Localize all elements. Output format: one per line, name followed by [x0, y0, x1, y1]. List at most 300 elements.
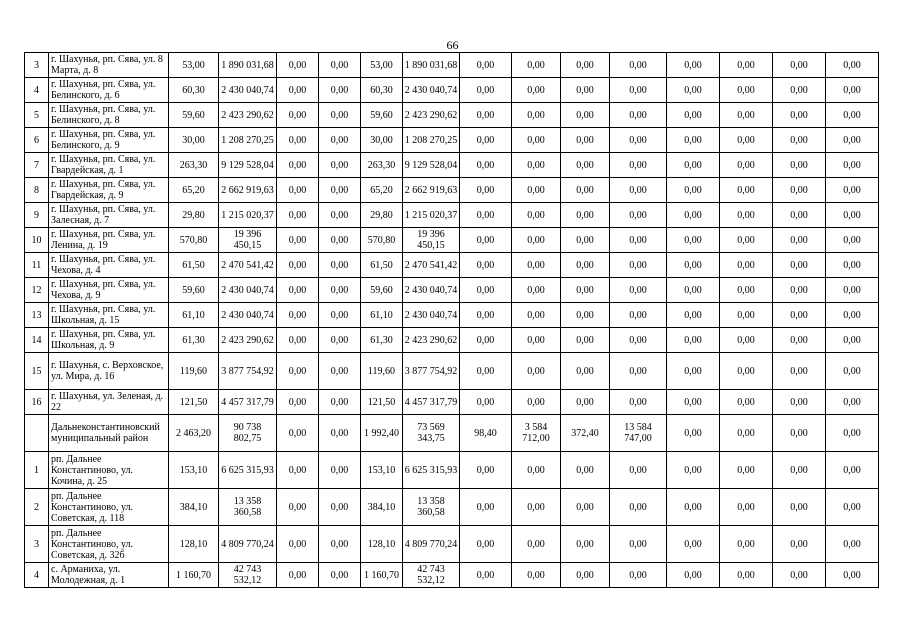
row-number: 16: [25, 390, 49, 415]
value-cell: 2 430 040,74: [403, 78, 460, 103]
value-cell: 1 208 270,25: [219, 128, 277, 153]
address-cell: г. Шахунья, рп. Сява, ул. Ленина, д. 19: [49, 228, 169, 253]
value-cell: 263,30: [169, 153, 219, 178]
value-cell: 0,00: [512, 253, 561, 278]
table-row: [25, 78, 879, 103]
value-cell: 0,00: [720, 103, 773, 128]
value-cell: 0,00: [277, 353, 319, 390]
row-number: 14: [25, 328, 49, 353]
value-cell: 60,30: [361, 78, 403, 103]
value-cell: 121,50: [169, 390, 219, 415]
value-cell: 61,30: [361, 328, 403, 353]
value-cell: 0,00: [773, 103, 826, 128]
value-cell: 29,80: [169, 203, 219, 228]
row-number: 8: [25, 178, 49, 203]
value-cell: 98,40: [460, 415, 512, 452]
value-cell: 0,00: [667, 128, 720, 153]
value-cell: 0,00: [512, 489, 561, 526]
value-cell: 0,00: [460, 103, 512, 128]
value-cell: 0,00: [277, 489, 319, 526]
value-cell: 153,10: [361, 452, 403, 489]
value-cell: 0,00: [826, 489, 879, 526]
value-cell: 0,00: [512, 228, 561, 253]
value-cell: 1 215 020,37: [219, 203, 277, 228]
value-cell: 0,00: [319, 278, 361, 303]
table-row: [25, 103, 879, 128]
value-cell: 42 743 532,12: [403, 563, 460, 588]
address-cell: с. Арманиха, ул. Молодежная, д. 1: [49, 563, 169, 588]
value-cell: 2 430 040,74: [403, 303, 460, 328]
value-cell: 61,30: [169, 328, 219, 353]
value-cell: 119,60: [169, 353, 219, 390]
value-cell: 0,00: [460, 178, 512, 203]
value-cell: 384,10: [361, 489, 403, 526]
table-row: [25, 203, 879, 228]
value-cell: 3 877 754,92: [219, 353, 277, 390]
address-cell: г. Шахунья, рп. Сява, ул. Чехова, д. 9: [49, 278, 169, 303]
value-cell: 61,10: [169, 303, 219, 328]
table-row: [25, 353, 879, 390]
value-cell: 0,00: [319, 390, 361, 415]
value-cell: 30,00: [361, 128, 403, 153]
value-cell: 2 463,20: [169, 415, 219, 452]
value-cell: 0,00: [826, 228, 879, 253]
table-row: [25, 328, 879, 353]
value-cell: 0,00: [773, 228, 826, 253]
table-row: [25, 53, 879, 78]
value-cell: 73 569 343,75: [403, 415, 460, 452]
value-cell: 0,00: [720, 328, 773, 353]
value-cell: 0,00: [561, 526, 610, 563]
value-cell: 0,00: [667, 563, 720, 588]
value-cell: 6 625 315,93: [219, 452, 277, 489]
value-cell: 0,00: [512, 78, 561, 103]
value-cell: 13 584 747,00: [610, 415, 667, 452]
value-cell: 2 430 040,74: [219, 78, 277, 103]
table-row: [25, 128, 879, 153]
value-cell: 53,00: [169, 53, 219, 78]
value-cell: 61,10: [361, 303, 403, 328]
value-cell: 13 358 360,58: [219, 489, 277, 526]
value-cell: 0,00: [667, 489, 720, 526]
table-row: [25, 452, 879, 489]
address-cell: г. Шахунья, рп. Сява, ул. Белинского, д. 9: [49, 128, 169, 153]
value-cell: 0,00: [561, 178, 610, 203]
table-body: [25, 53, 879, 588]
value-cell: 0,00: [720, 228, 773, 253]
value-cell: 0,00: [720, 415, 773, 452]
value-cell: 90 738 802,75: [219, 415, 277, 452]
value-cell: 263,30: [361, 153, 403, 178]
row-number: 3: [25, 53, 49, 78]
address-cell: г. Шахунья, рп. Сява, ул. 8 Марта, д. 8: [49, 53, 169, 78]
value-cell: 0,00: [826, 415, 879, 452]
value-cell: 0,00: [512, 103, 561, 128]
value-cell: 0,00: [512, 526, 561, 563]
value-cell: 0,00: [277, 563, 319, 588]
value-cell: 0,00: [610, 203, 667, 228]
value-cell: 0,00: [561, 328, 610, 353]
value-cell: 0,00: [277, 153, 319, 178]
value-cell: 0,00: [561, 203, 610, 228]
value-cell: 0,00: [667, 390, 720, 415]
address-cell: Дальнеконстантиновский муниципальный район: [49, 415, 169, 452]
value-cell: 0,00: [720, 390, 773, 415]
table-row: [25, 303, 879, 328]
value-cell: 0,00: [720, 303, 773, 328]
value-cell: 61,50: [169, 253, 219, 278]
value-cell: 59,60: [361, 103, 403, 128]
row-number: 3: [25, 526, 49, 563]
address-cell: рп. Дальнее Константиново, ул. Советская, д. 32б: [49, 526, 169, 563]
value-cell: 0,00: [826, 452, 879, 489]
value-cell: 0,00: [561, 228, 610, 253]
value-cell: 0,00: [773, 489, 826, 526]
table-row: [25, 178, 879, 203]
value-cell: 0,00: [319, 526, 361, 563]
value-cell: 0,00: [512, 178, 561, 203]
value-cell: 0,00: [512, 563, 561, 588]
value-cell: 0,00: [720, 278, 773, 303]
value-cell: 19 396 450,15: [403, 228, 460, 253]
value-cell: 0,00: [610, 78, 667, 103]
value-cell: 1 992,40: [361, 415, 403, 452]
value-cell: 59,60: [169, 278, 219, 303]
value-cell: 570,80: [169, 228, 219, 253]
value-cell: 2 423 290,62: [403, 328, 460, 353]
value-cell: 0,00: [319, 153, 361, 178]
value-cell: 0,00: [277, 253, 319, 278]
value-cell: 0,00: [773, 563, 826, 588]
value-cell: 3 877 754,92: [403, 353, 460, 390]
value-cell: 4 457 317,79: [403, 390, 460, 415]
value-cell: 0,00: [460, 153, 512, 178]
value-cell: 0,00: [826, 153, 879, 178]
value-cell: 0,00: [319, 178, 361, 203]
value-cell: 0,00: [277, 203, 319, 228]
value-cell: 0,00: [720, 563, 773, 588]
value-cell: 0,00: [667, 526, 720, 563]
value-cell: 0,00: [610, 178, 667, 203]
value-cell: 0,00: [561, 78, 610, 103]
value-cell: 0,00: [319, 78, 361, 103]
value-cell: 0,00: [773, 53, 826, 78]
row-number: 4: [25, 563, 49, 588]
value-cell: 0,00: [460, 128, 512, 153]
value-cell: 0,00: [667, 452, 720, 489]
value-cell: 4 457 317,79: [219, 390, 277, 415]
value-cell: 0,00: [826, 278, 879, 303]
value-cell: 0,00: [826, 353, 879, 390]
value-cell: 0,00: [667, 203, 720, 228]
value-cell: 0,00: [460, 303, 512, 328]
value-cell: 0,00: [319, 128, 361, 153]
value-cell: 59,60: [169, 103, 219, 128]
value-cell: 0,00: [277, 415, 319, 452]
value-cell: 0,00: [720, 53, 773, 78]
table-row: [25, 563, 879, 588]
value-cell: 0,00: [826, 103, 879, 128]
value-cell: 1 215 020,37: [403, 203, 460, 228]
value-cell: 0,00: [319, 253, 361, 278]
value-cell: 0,00: [773, 390, 826, 415]
value-cell: 0,00: [667, 228, 720, 253]
value-cell: 0,00: [667, 353, 720, 390]
value-cell: 384,10: [169, 489, 219, 526]
table-row: [25, 253, 879, 278]
value-cell: 0,00: [610, 103, 667, 128]
row-number: [25, 415, 49, 452]
value-cell: 9 129 528,04: [219, 153, 277, 178]
value-cell: 0,00: [610, 489, 667, 526]
value-cell: 0,00: [667, 328, 720, 353]
address-cell: г. Шахунья, с. Верховское, ул. Мира, д. 16: [49, 353, 169, 390]
value-cell: 0,00: [319, 303, 361, 328]
value-cell: 0,00: [460, 328, 512, 353]
value-cell: 0,00: [610, 128, 667, 153]
table-row: [25, 489, 879, 526]
value-cell: 3 584 712,00: [512, 415, 561, 452]
value-cell: 372,40: [561, 415, 610, 452]
address-cell: г. Шахунья, рп. Сява, ул. Белинского, д. 8: [49, 103, 169, 128]
value-cell: 6 625 315,93: [403, 452, 460, 489]
value-cell: 13 358 360,58: [403, 489, 460, 526]
row-number: 1: [25, 452, 49, 489]
value-cell: 2 423 290,62: [219, 103, 277, 128]
row-number: 12: [25, 278, 49, 303]
value-cell: 0,00: [512, 278, 561, 303]
value-cell: 0,00: [277, 178, 319, 203]
value-cell: 0,00: [561, 390, 610, 415]
value-cell: 0,00: [610, 53, 667, 78]
row-number: 7: [25, 153, 49, 178]
value-cell: 0,00: [773, 178, 826, 203]
address-cell: г. Шахунья, рп. Сява, ул. Школьная, д. 15: [49, 303, 169, 328]
value-cell: 153,10: [169, 452, 219, 489]
value-cell: 0,00: [277, 452, 319, 489]
value-cell: 0,00: [319, 328, 361, 353]
value-cell: 0,00: [561, 452, 610, 489]
value-cell: 0,00: [773, 328, 826, 353]
value-cell: 128,10: [169, 526, 219, 563]
value-cell: 1 890 031,68: [403, 53, 460, 78]
value-cell: 61,50: [361, 253, 403, 278]
value-cell: 0,00: [460, 452, 512, 489]
value-cell: 0,00: [826, 53, 879, 78]
value-cell: 0,00: [667, 253, 720, 278]
value-cell: 0,00: [277, 278, 319, 303]
row-number: 4: [25, 78, 49, 103]
value-cell: 0,00: [826, 78, 879, 103]
value-cell: 0,00: [610, 353, 667, 390]
value-cell: 1 160,70: [361, 563, 403, 588]
address-cell: г. Шахунья, рп. Сява, ул. Гвардейская, д. 1: [49, 153, 169, 178]
value-cell: 2 662 919,63: [403, 178, 460, 203]
value-cell: 0,00: [826, 178, 879, 203]
value-cell: 29,80: [361, 203, 403, 228]
value-cell: 0,00: [610, 563, 667, 588]
value-cell: 53,00: [361, 53, 403, 78]
value-cell: 119,60: [361, 353, 403, 390]
value-cell: 0,00: [277, 103, 319, 128]
row-number: 9: [25, 203, 49, 228]
value-cell: 0,00: [826, 390, 879, 415]
value-cell: 0,00: [319, 489, 361, 526]
value-cell: 0,00: [460, 390, 512, 415]
value-cell: 0,00: [561, 353, 610, 390]
value-cell: 0,00: [512, 328, 561, 353]
value-cell: 0,00: [773, 353, 826, 390]
value-cell: 4 809 770,24: [403, 526, 460, 563]
value-cell: 0,00: [773, 78, 826, 103]
address-cell: г. Шахунья, рп. Сява, ул. Чехова, д. 4: [49, 253, 169, 278]
value-cell: 0,00: [460, 53, 512, 78]
value-cell: 2 430 040,74: [219, 303, 277, 328]
value-cell: 1 208 270,25: [403, 128, 460, 153]
value-cell: 128,10: [361, 526, 403, 563]
value-cell: 0,00: [460, 563, 512, 588]
value-cell: 0,00: [773, 452, 826, 489]
value-cell: 0,00: [512, 390, 561, 415]
value-cell: 0,00: [720, 203, 773, 228]
value-cell: 0,00: [561, 303, 610, 328]
address-cell: г. Шахунья, рп. Сява, ул. Залесная, д. 7: [49, 203, 169, 228]
value-cell: 0,00: [720, 153, 773, 178]
value-cell: 0,00: [610, 303, 667, 328]
row-number: 11: [25, 253, 49, 278]
value-cell: 0,00: [667, 303, 720, 328]
value-cell: 0,00: [667, 153, 720, 178]
row-number: 2: [25, 489, 49, 526]
value-cell: 2 430 040,74: [403, 278, 460, 303]
value-cell: 0,00: [460, 526, 512, 563]
table-row: [25, 228, 879, 253]
value-cell: 0,00: [512, 452, 561, 489]
value-cell: 570,80: [361, 228, 403, 253]
value-cell: 0,00: [561, 563, 610, 588]
value-cell: 42 743 532,12: [219, 563, 277, 588]
value-cell: 0,00: [277, 128, 319, 153]
value-cell: 0,00: [277, 390, 319, 415]
address-cell: г. Шахунья, рп. Сява, ул. Школьная, д. 9: [49, 328, 169, 353]
value-cell: 0,00: [277, 78, 319, 103]
value-cell: 2 423 290,62: [219, 328, 277, 353]
value-cell: 0,00: [720, 253, 773, 278]
value-cell: 0,00: [720, 489, 773, 526]
value-cell: 0,00: [720, 526, 773, 563]
value-cell: 0,00: [720, 452, 773, 489]
value-cell: 0,00: [610, 526, 667, 563]
value-cell: 0,00: [319, 415, 361, 452]
value-cell: 0,00: [610, 452, 667, 489]
value-cell: 0,00: [277, 328, 319, 353]
value-cell: 0,00: [610, 228, 667, 253]
value-cell: 0,00: [460, 489, 512, 526]
value-cell: 0,00: [277, 53, 319, 78]
value-cell: 0,00: [667, 278, 720, 303]
row-number: 5: [25, 103, 49, 128]
value-cell: 0,00: [319, 563, 361, 588]
value-cell: 0,00: [610, 278, 667, 303]
address-cell: г. Шахунья, ул. Зеленая, д. 22: [49, 390, 169, 415]
value-cell: 0,00: [561, 253, 610, 278]
value-cell: 0,00: [667, 78, 720, 103]
value-cell: 0,00: [319, 203, 361, 228]
value-cell: 0,00: [277, 303, 319, 328]
value-cell: 0,00: [512, 203, 561, 228]
value-cell: 0,00: [561, 128, 610, 153]
address-cell: г. Шахунья, рп. Сява, ул. Белинского, д. 6: [49, 78, 169, 103]
value-cell: 0,00: [561, 278, 610, 303]
value-cell: 0,00: [512, 303, 561, 328]
value-cell: 0,00: [460, 203, 512, 228]
value-cell: 0,00: [773, 203, 826, 228]
value-cell: 0,00: [773, 415, 826, 452]
value-cell: 0,00: [319, 53, 361, 78]
value-cell: 0,00: [512, 153, 561, 178]
value-cell: 0,00: [773, 253, 826, 278]
value-cell: 59,60: [361, 278, 403, 303]
row-number: 15: [25, 353, 49, 390]
value-cell: 0,00: [610, 328, 667, 353]
value-cell: 0,00: [826, 526, 879, 563]
value-cell: 0,00: [826, 563, 879, 588]
address-cell: рп. Дальнее Константиново, ул. Кочина, д. 25: [49, 452, 169, 489]
value-cell: 121,50: [361, 390, 403, 415]
value-cell: 0,00: [512, 128, 561, 153]
address-cell: г. Шахунья, рп. Сява, ул. Гвардейская, д. 9: [49, 178, 169, 203]
table-row: [25, 526, 879, 563]
value-cell: 0,00: [460, 253, 512, 278]
value-cell: 65,20: [361, 178, 403, 203]
value-cell: 0,00: [319, 452, 361, 489]
value-cell: 2 662 919,63: [219, 178, 277, 203]
value-cell: 2 423 290,62: [403, 103, 460, 128]
value-cell: 0,00: [460, 228, 512, 253]
value-cell: 0,00: [512, 353, 561, 390]
value-cell: 0,00: [667, 415, 720, 452]
value-cell: 0,00: [319, 353, 361, 390]
table-row: [25, 153, 879, 178]
value-cell: 60,30: [169, 78, 219, 103]
value-cell: 0,00: [667, 103, 720, 128]
value-cell: 2 470 541,42: [403, 253, 460, 278]
page-number: 66: [446, 38, 459, 52]
value-cell: 0,00: [460, 78, 512, 103]
value-cell: 0,00: [826, 128, 879, 153]
row-number: 6: [25, 128, 49, 153]
value-cell: 0,00: [561, 489, 610, 526]
value-cell: 0,00: [277, 228, 319, 253]
row-number: 10: [25, 228, 49, 253]
address-cell: рп. Дальнее Константиново, ул. Советская, д. 118: [49, 489, 169, 526]
value-cell: 2 430 040,74: [219, 278, 277, 303]
value-cell: 0,00: [826, 203, 879, 228]
value-cell: 9 129 528,04: [403, 153, 460, 178]
value-cell: 0,00: [773, 128, 826, 153]
value-cell: 2 470 541,42: [219, 253, 277, 278]
value-cell: 0,00: [610, 390, 667, 415]
value-cell: 0,00: [610, 253, 667, 278]
value-cell: 0,00: [667, 178, 720, 203]
value-cell: 0,00: [460, 353, 512, 390]
value-cell: 0,00: [610, 153, 667, 178]
value-cell: 0,00: [720, 353, 773, 390]
value-cell: 0,00: [277, 526, 319, 563]
row-number: 13: [25, 303, 49, 328]
value-cell: 0,00: [667, 53, 720, 78]
value-cell: 0,00: [460, 278, 512, 303]
